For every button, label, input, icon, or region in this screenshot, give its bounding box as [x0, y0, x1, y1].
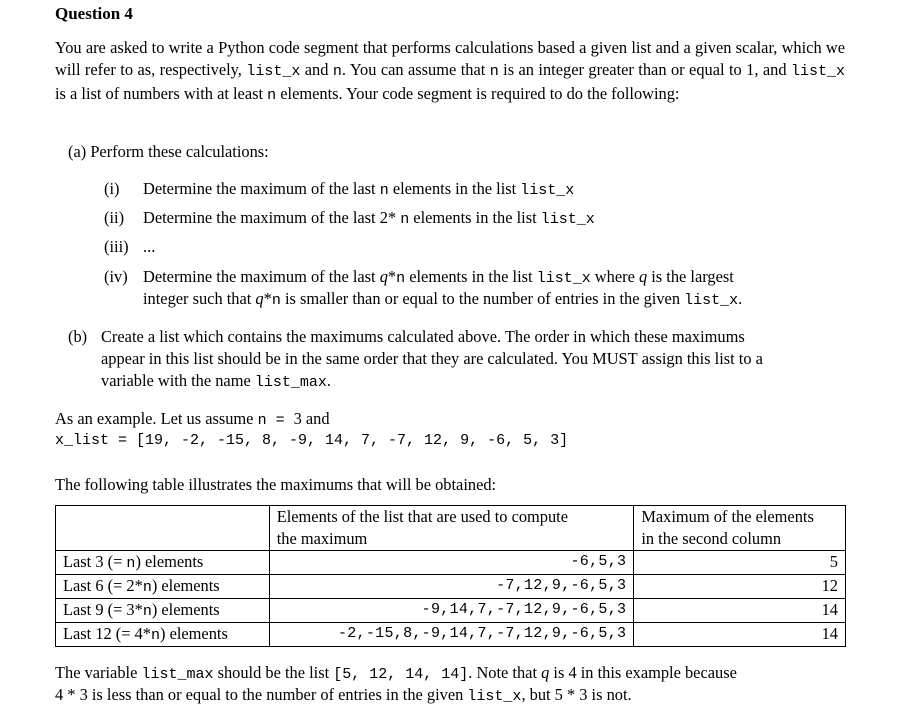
row-label-text: ) elements — [160, 624, 228, 643]
closing-line2 — [55, 684, 632, 708]
must-emphasis: MUST — [592, 349, 638, 368]
var-q: q — [638, 267, 648, 286]
row-label-text: Last 6 (= 2* — [63, 576, 143, 595]
max-table — [55, 505, 846, 647]
code-n: n — [126, 555, 136, 572]
row-label — [56, 623, 270, 647]
row-label-text: Last 12 (= 4* — [63, 624, 151, 643]
subitem-text: integer such that — [143, 289, 256, 308]
subitem-text: where — [590, 267, 639, 286]
part-b-line1 — [68, 326, 844, 348]
row-label-text: Last 9 (= 3* — [63, 600, 143, 619]
code-n: n — [271, 292, 281, 309]
example-intro — [55, 408, 330, 432]
subitem-text: elements in the list — [405, 267, 537, 286]
header-text: the maximum — [276, 529, 368, 548]
subitem-iv-continuation — [143, 288, 742, 312]
part-a-heading — [68, 141, 269, 163]
code-n: n — [267, 87, 277, 104]
table-header-cell — [56, 506, 270, 551]
code-list-x: list_x — [536, 270, 591, 287]
part-b-label: (b) — [68, 327, 88, 346]
subitem-number: (ii) — [104, 208, 125, 227]
subitem-text: is smaller than or equal to the number of entries in the given — [280, 289, 685, 308]
closing-text: 4 * 3 is less than or equal to the number of entries in the given — [55, 685, 468, 704]
table-intro: The following table illustrates the maximums that will be obtained: — [55, 475, 497, 494]
part-b-line3 — [101, 370, 331, 394]
code-n: n — [400, 211, 410, 228]
row-label-text: ) elements — [151, 576, 220, 595]
intro-text: and — [300, 60, 333, 79]
question-title: Question 4 — [55, 4, 133, 23]
row-label-text: ) elements — [151, 600, 220, 619]
part-a-text: Perform these calculations: — [90, 142, 269, 161]
row-max: 14 — [634, 599, 846, 623]
code-n: n — [396, 270, 406, 287]
part-b-text: appear in this list should be in the same order that they are calculated. You — [101, 349, 593, 368]
table-row — [56, 599, 846, 623]
part-b-text: . — [326, 371, 331, 390]
code-n: n — [379, 182, 389, 199]
subitem-text: Determine the maximum of the last — [143, 179, 380, 198]
row-max: 12 — [634, 575, 846, 599]
example-text: As an example. Let us assume — [55, 409, 258, 428]
table-header-cell — [634, 506, 846, 551]
row-label — [56, 551, 270, 575]
closing-text: , but 5 * 3 is not. — [521, 685, 632, 704]
closing-text: is 4 in this example because — [549, 663, 737, 682]
table-row — [56, 623, 846, 647]
closing-text: should be the list — [213, 663, 334, 682]
subitem-iv — [104, 266, 844, 290]
subitem-number: (i) — [104, 179, 120, 198]
code-list-x: list_x — [540, 211, 595, 228]
code-n: n — [489, 63, 499, 80]
var-q: q — [541, 663, 550, 682]
subitem-text: Determine the maximum of the last 2* — [143, 208, 401, 227]
code-n: n — [142, 603, 152, 620]
row-elements: -6,5,3 — [269, 551, 634, 575]
part-b-line2 — [101, 348, 763, 370]
code-result-list: [5, 12, 14, 14] — [333, 666, 469, 683]
code-list-max: list_max — [254, 374, 327, 391]
intro-paragraph — [55, 37, 845, 107]
intro-text: elements. Your code segment is required to do the following: — [276, 84, 680, 103]
code-list-x: list_x — [467, 688, 522, 705]
row-max: 5 — [634, 551, 846, 575]
table-row — [56, 551, 846, 575]
row-label — [56, 575, 270, 599]
example-code-list: x_list = [19, -2, -15, 8, -9, 14, 7, -7, 12, 9, -6, 5, 3] — [55, 432, 569, 449]
part-b-text: assign this list to a — [637, 349, 763, 368]
code-list-x: list_x — [246, 63, 301, 80]
subitem-text: elements in the list — [409, 208, 541, 227]
code-list-x: list_x — [684, 292, 739, 309]
subitem-text: is the largest — [647, 267, 734, 286]
header-text: Maximum of the elements — [641, 507, 814, 526]
row-max: 14 — [634, 623, 846, 647]
header-text: Elements of the list that are used to compute — [276, 507, 569, 526]
subitem-text: elements in the list — [388, 179, 521, 198]
row-elements: -2,-15,8,-9,14,7,-7,12,9,-6,5,3 — [269, 623, 634, 647]
subitem-iii — [104, 236, 844, 258]
code-n: n — [142, 579, 152, 596]
row-label — [56, 599, 270, 623]
row-label-text: ) elements — [135, 552, 204, 571]
intro-text: . You can assume that — [341, 60, 490, 79]
header-text: in the second column — [641, 529, 782, 548]
row-elements: -9,14,7,-7,12,9,-6,5,3 — [269, 599, 634, 623]
subitem-i — [104, 178, 844, 202]
subitem-text: ... — [143, 237, 156, 256]
closing-text: The variable — [55, 663, 142, 682]
subitem-ii — [104, 207, 844, 231]
table-header-cell — [269, 506, 634, 551]
subitem-text: * — [263, 289, 272, 308]
example-text: 3 and — [293, 409, 330, 428]
subitem-number: (iv) — [104, 267, 128, 286]
code-n: n — [332, 63, 342, 80]
subitem-text: Determine the maximum of the last — [143, 267, 380, 286]
code-n-assign: n = — [257, 412, 294, 429]
closing-text: . Note that — [468, 663, 542, 682]
row-elements: -7,12,9,-6,5,3 — [269, 575, 634, 599]
part-b-text: Create a list which contains the maximums calculated above. The order in which these maximums — [101, 327, 745, 346]
table-row — [56, 575, 846, 599]
intro-text: is a list of numbers with at least — [55, 84, 268, 103]
closing-line1 — [55, 662, 737, 686]
code-list-x: list_x — [790, 63, 845, 80]
code-list-max: list_max — [141, 666, 214, 683]
table-header-row — [56, 506, 846, 551]
var-q: q — [379, 267, 388, 286]
code-list-x: list_x — [520, 182, 575, 199]
subitem-text: * — [387, 267, 397, 286]
intro-text: is an integer greater than or equal to 1, and — [498, 60, 791, 79]
part-a-label: (a) — [68, 142, 87, 161]
subitem-number: (iii) — [104, 237, 129, 256]
code-n: n — [151, 627, 161, 644]
subitem-text: . — [738, 289, 743, 308]
row-label-text: Last 3 (= — [63, 552, 127, 571]
part-b-text: variable with the name — [101, 371, 255, 390]
var-q: q — [255, 289, 264, 308]
intro-text: You are asked to write a Python code segment that performs calculations based a given list and a given scalar, which we will refer to as, respectively, — [55, 38, 845, 79]
